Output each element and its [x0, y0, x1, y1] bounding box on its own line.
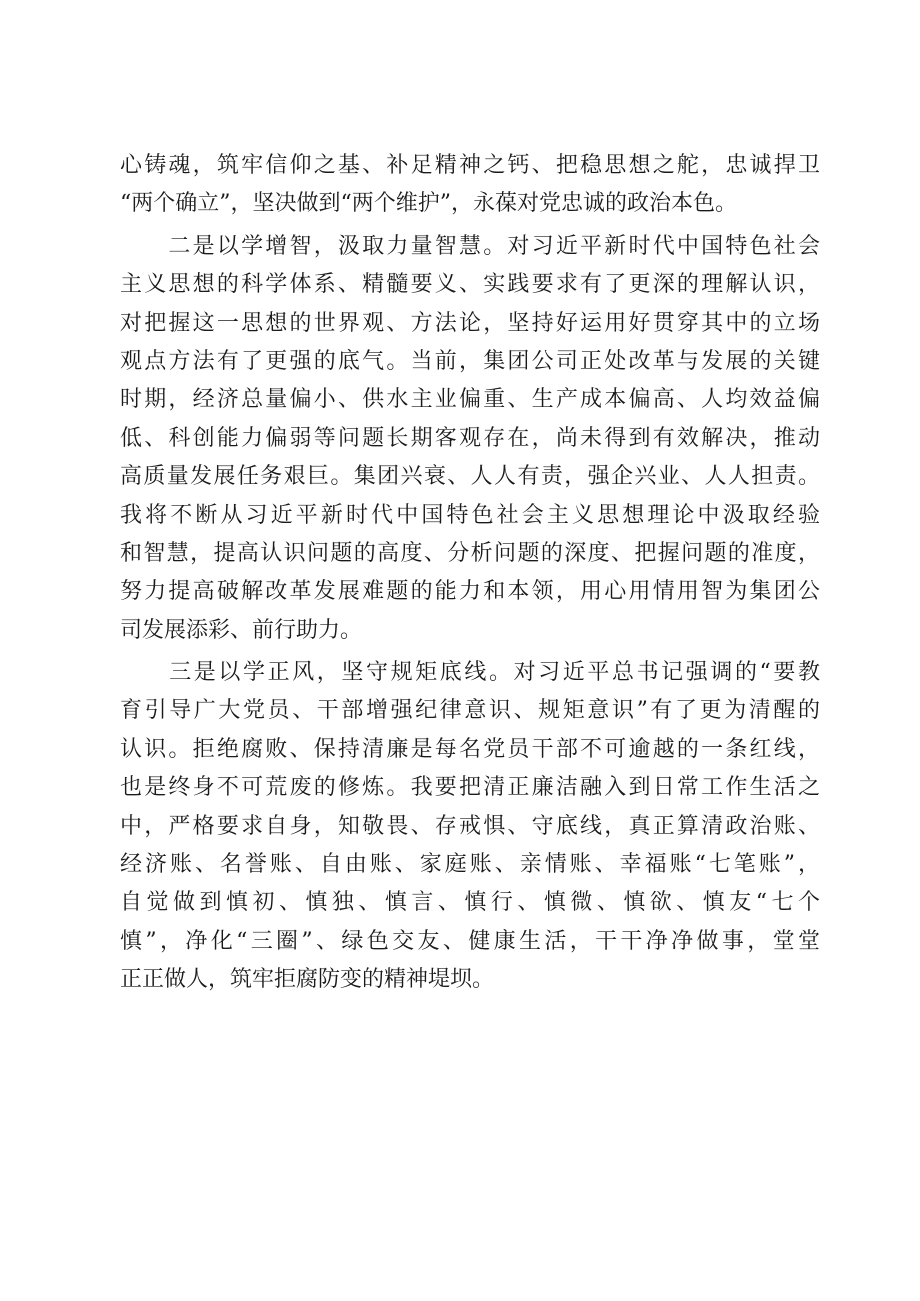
- text-line: 主义思想的科学体系、精髓要义、实践要求有了更深的理解认识，: [120, 272, 820, 298]
- text-line: 二是以学增智，汲取力量智慧。对习近平新时代中国特色社会: [120, 233, 820, 259]
- text-line: 育引导广大党员、干部增强纪律意识、规矩意识”有了更为清醒的: [120, 698, 820, 724]
- text-line: 正正做人，筑牢拒腐防变的精神堤坝。: [120, 967, 495, 993]
- text-line: 司发展添彩、前行助力。: [120, 617, 363, 643]
- text-line: 努力提高破解改革发展难题的能力和本领，用心用情用智为集团公: [120, 579, 820, 605]
- body-text: [120, 147, 820, 1000]
- text-line: 心铸魂，筑牢信仰之基、补足精神之钙、把稳思想之舵，忠诚捍卫: [120, 153, 820, 178]
- text-line: 和智慧，提高认识问题的高度、分析问题的深度、把握问题的准度，: [120, 540, 820, 566]
- paragraph-3: [120, 654, 820, 1000]
- paragraph-2: [120, 228, 820, 650]
- text-line: 自觉做到慎初、慎独、慎言、慎行、慎微、慎欲、慎友“七个: [120, 890, 820, 916]
- text-line: 我将不断从习近平新时代中国特色社会主义思想理论中汲取经验: [120, 502, 820, 528]
- text-line: “两个确立”，坚决做到“两个维护”，永葆对党忠诚的政治本色。: [120, 191, 737, 217]
- text-line: 低、科创能力偏弱等问题长期客观存在，尚未得到有效解决，推动: [120, 425, 820, 451]
- text-line: 对把握这一思想的世界观、方法论，坚持好运用好贯穿其中的立场: [120, 310, 820, 336]
- text-line: 中，严格要求自身，知敬畏、存戒惧、守底线，真正算清政治账、: [120, 813, 820, 839]
- text-line: 高质量发展任务艰巨。集团兴衰、人人有责，强企兴业、人人担责。: [120, 464, 820, 490]
- text-line: 三是以学正风，坚守规矩底线。对习近平总书记强调的“要教: [120, 660, 820, 686]
- text-line: 也是终身不可荒废的修炼。我要把清正廉洁融入到日常工作生活之: [120, 775, 820, 801]
- text-line: 时期，经济总量偏小、供水主业偏重、生产成本偏高、人均效益偏: [120, 387, 820, 413]
- text-line: 经济账、名誉账、自由账、家庭账、亲情账、幸福账“七笔账”，: [120, 852, 820, 878]
- text-line: 认识。拒绝腐败、保持清廉是每名党员干部不可逾越的一条红线，: [120, 736, 820, 762]
- paragraph-1: [120, 147, 820, 224]
- text-line: 慎”，净化“三圈”、绿色交友、健康生活，干干净净做事，堂堂: [120, 928, 820, 954]
- text-line: 观点方法有了更强的底气。当前，集团公司正处改革与发展的关键: [120, 348, 820, 374]
